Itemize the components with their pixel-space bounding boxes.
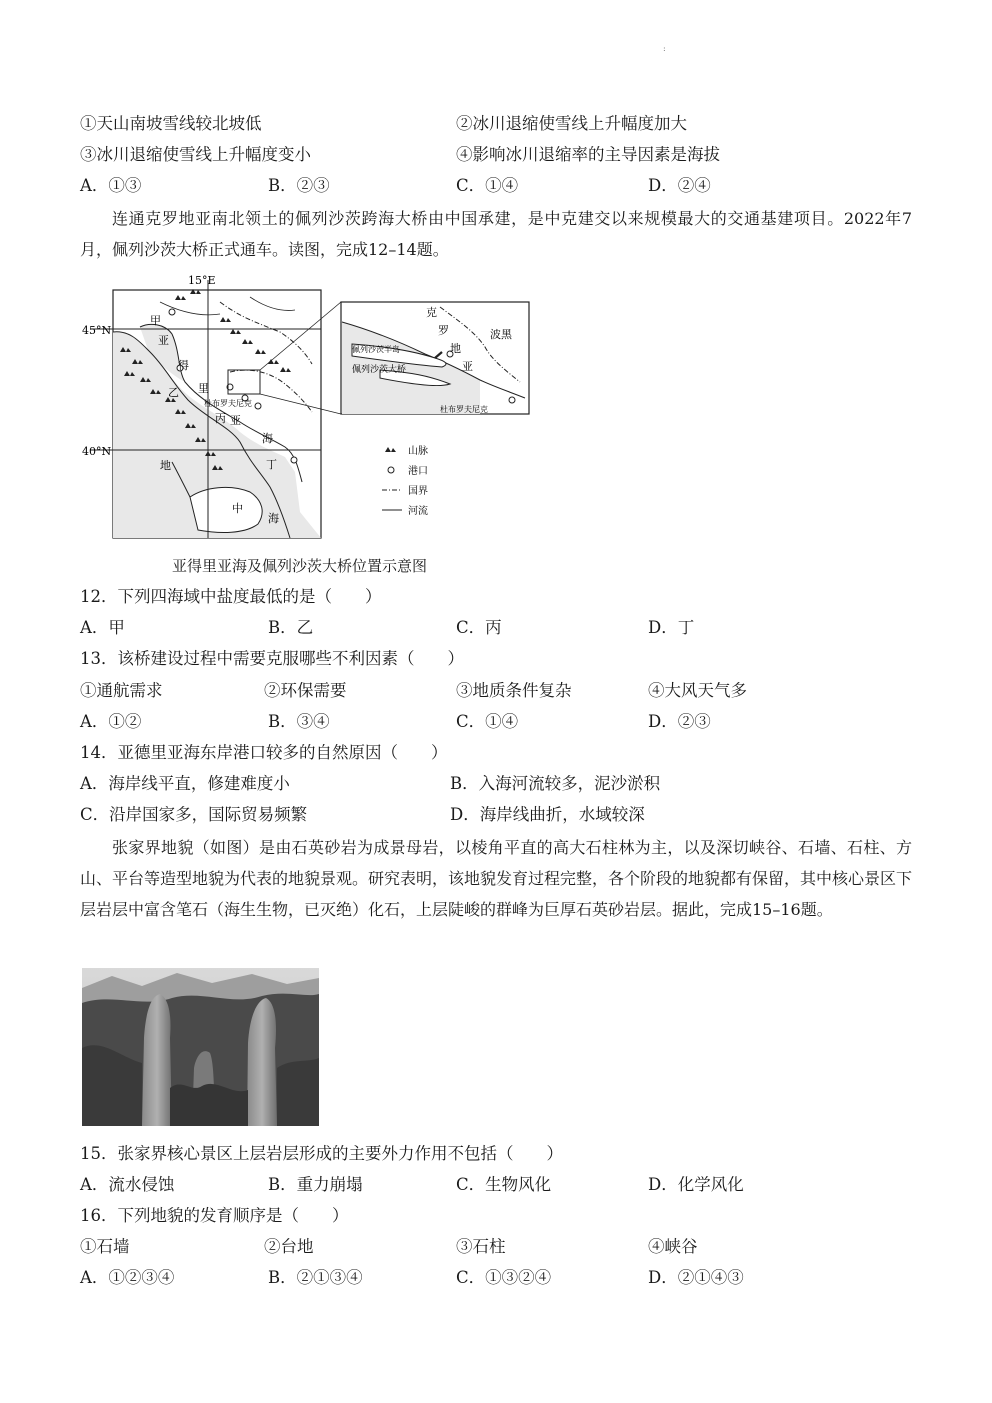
q16-option-b[interactable]: B．②①③④: [268, 1268, 363, 1287]
sea-name-char-2: 得: [178, 359, 189, 372]
zhangjiajie-landscape-image: [82, 968, 319, 1126]
inset-char-ya: 亚: [462, 360, 473, 373]
q16-statement-2: ②台地: [264, 1237, 314, 1256]
q15-option-d[interactable]: D．化学风化: [648, 1175, 744, 1194]
q13-stem: 13．该桥建设过程中需要克服哪些不利因素（ ）: [80, 649, 464, 668]
q14-option-c[interactable]: C．沿岸国家多，国际贸易频繁: [80, 805, 308, 824]
med-sea-char-1: 地: [160, 459, 171, 472]
mountain-legend-icon: [385, 447, 396, 452]
q13-option-a[interactable]: A．①②: [80, 712, 142, 731]
legend-river-label: 河流: [408, 506, 428, 517]
inset-char-di: 地: [450, 342, 461, 355]
zhangjiajie-photo: [82, 968, 319, 1126]
q14-option-d[interactable]: D．海岸线曲折，水域较深: [450, 805, 645, 824]
q16-option-d[interactable]: D．②①④③: [648, 1268, 744, 1287]
q12-option-c[interactable]: C．丙: [456, 618, 502, 637]
dubrovnik-label: 杜布罗夫尼克: [204, 399, 252, 408]
q11-option-c[interactable]: C．①④: [456, 176, 519, 195]
q15-option-a[interactable]: A．流水侵蚀: [80, 1175, 175, 1194]
longitude-label: 15°E: [188, 274, 216, 287]
legend-border-label: 国界: [408, 486, 428, 497]
q12-option-b[interactable]: B．乙: [268, 618, 314, 637]
q11-statement-1: ①天山南坡雪线较北坡低: [80, 114, 262, 133]
legend-port-label: 港口: [408, 466, 428, 477]
latitude-45-label: 45°N: [82, 324, 112, 337]
inset-dubrovnik-label: 杜布罗夫尼克: [440, 405, 488, 414]
q16-statement-4: ④峡谷: [648, 1237, 698, 1256]
q14-stem: 14．亚德里亚海东岸港口较多的自然原因（ ）: [80, 743, 448, 762]
page-mark: :: [663, 44, 666, 53]
q13-option-c[interactable]: C．①④: [456, 712, 519, 731]
map-legend: [382, 444, 428, 517]
sea-area-ding: 丁: [266, 458, 277, 471]
latitude-40-label: 40°N: [82, 445, 112, 458]
q12-option-a[interactable]: A．甲: [80, 618, 125, 637]
q16-statement-1: ①石墙: [80, 1237, 130, 1256]
q11-option-a[interactable]: A．①③: [80, 176, 142, 195]
q13-statement-4: ④大风天气多: [648, 681, 747, 700]
sea-name-char-4: 亚: [230, 414, 241, 427]
adriatic-map: [80, 272, 550, 544]
sea-name-char-1: 亚: [158, 334, 169, 347]
sea-area-jia: 甲: [150, 314, 161, 327]
q13-option-d[interactable]: D．②③: [648, 712, 711, 731]
q13-statement-1: ①通航需求: [80, 681, 163, 700]
inset-bridge-label: 佩列沙茨大桥: [352, 365, 407, 375]
legend-mountain-label: 山脉: [408, 446, 428, 457]
sea-area-yi: 乙: [168, 386, 179, 399]
map-caption: 亚得里亚海及佩列沙茨大桥位置示意图: [172, 557, 428, 575]
q16-stem: 16．下列地貌的发育顺序是（ ）: [80, 1206, 349, 1225]
q11-statement-2: ②冰川退缩使雪线上升幅度加大: [456, 114, 687, 133]
sea-name-char-5: 海: [262, 432, 273, 445]
med-sea-char-3: 海: [268, 512, 279, 525]
q16-option-a[interactable]: A．①②③④: [80, 1268, 175, 1287]
inset-peninsula-label: 佩列沙茨半岛: [352, 345, 400, 354]
q11-statement-3: ③冰川退缩使雪线上升幅度变小: [80, 145, 311, 164]
q13-option-b[interactable]: B．③④: [268, 712, 330, 731]
intro-paragraph-bridge: 连通克罗地亚南北领土的佩列沙茨跨海大桥由中国承建，是中克建交以来规模最大的交通基建项目。2022年7月，佩列沙茨大桥正式通车。读图，完成12–14题。: [80, 209, 912, 259]
q12-stem: 12．下列四海域中盐度最低的是（ ）: [80, 587, 382, 606]
q16-statement-3: ③石柱: [456, 1237, 506, 1256]
q16-option-c[interactable]: C．①③②④: [456, 1268, 552, 1287]
q13-statement-3: ③地质条件复杂: [456, 681, 572, 700]
q11-option-b[interactable]: B．②③: [268, 176, 330, 195]
inset-char-luo: 罗: [438, 324, 449, 337]
intro-paragraph-zhangjiajie: 张家界地貌（如图）是由石英砂岩为成景母岩，以棱角平直的高大石柱林为主，以及深切峡谷、石墙、石柱、方山、平台等造型地貌为代表的地貌景观。研究表明，该地貌发育过程完整，各个阶段的地貌都有保留，其中核心景区下层岩层中富含笔石（海生生物，已灭绝）化石，上层陡峻的群峰为巨厚石英砂岩层。据此，完成15–16题。: [80, 838, 913, 919]
med-sea-char-2: 中: [232, 502, 243, 515]
q14-option-b[interactable]: B．入海河流较多，泥沙淤积: [450, 774, 661, 793]
sea-area-bing: 丙: [215, 412, 226, 425]
q15-option-c[interactable]: C．生物风化: [456, 1175, 552, 1194]
q11-option-d[interactable]: D．②④: [648, 176, 711, 195]
q14-option-a[interactable]: A．海岸线平直，修建难度小: [80, 774, 290, 793]
q13-statement-2: ②环保需要: [264, 681, 347, 700]
port-legend-icon: [388, 467, 394, 473]
inset-bosnia-label: 波黑: [490, 328, 512, 341]
q11-statement-4: ④影响冰川退缩率的主导因素是海拔: [456, 145, 720, 164]
sea-name-char-3: 里: [198, 382, 209, 395]
q15-stem: 15．张家界核心景区上层岩层形成的主要外力作用不包括（ ）: [80, 1144, 563, 1163]
inset-char-ke: 克: [426, 306, 437, 319]
q12-option-d[interactable]: D．丁: [648, 618, 695, 637]
q15-option-b[interactable]: B．重力崩塌: [268, 1175, 363, 1194]
